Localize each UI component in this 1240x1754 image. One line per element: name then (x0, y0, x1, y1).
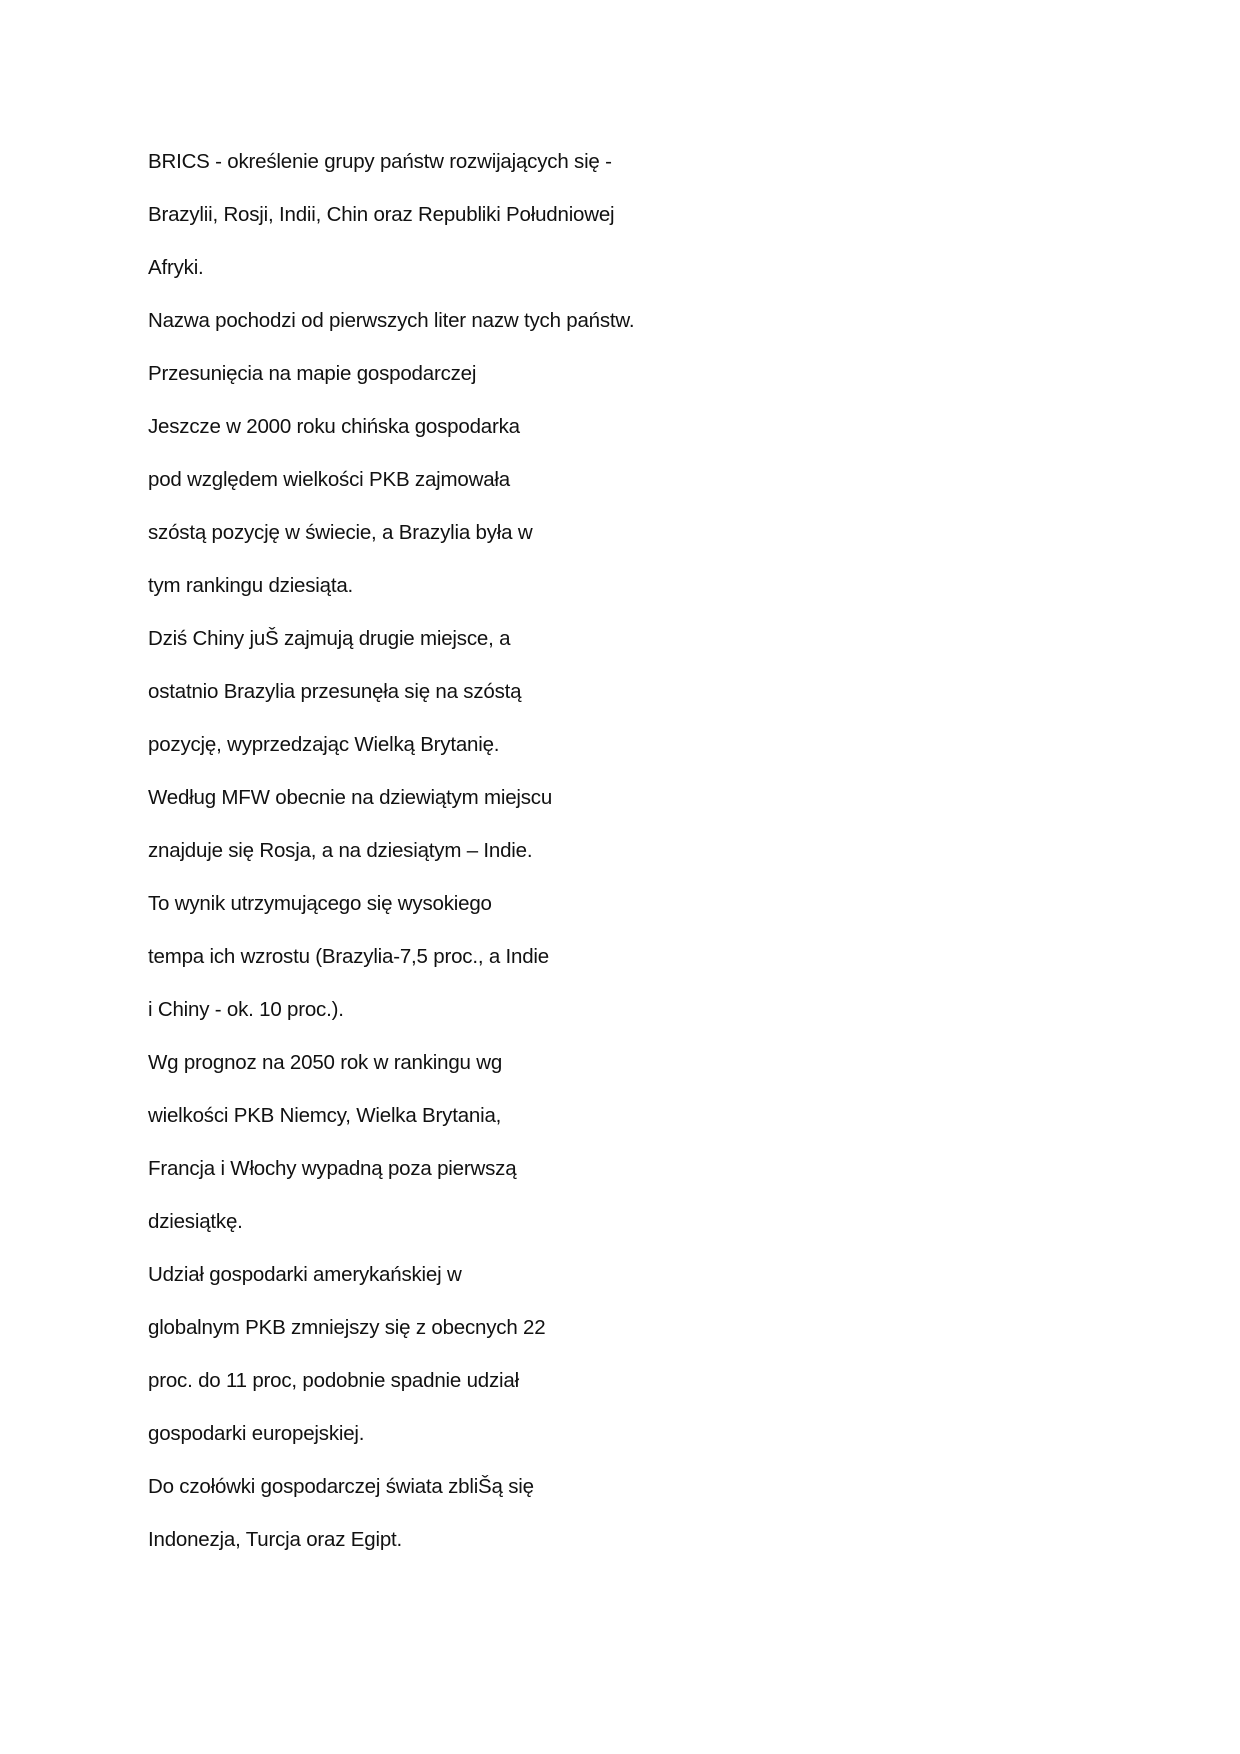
text-line: Brazylii, Rosji, Indii, Chin oraz Republiki Południowej (148, 203, 615, 226)
text-line: proc. do 11 proc, podobnie spadnie udział (148, 1369, 519, 1392)
text-line: Według MFW obecnie na dziewiątym miejscu (148, 786, 553, 809)
text-line: Dziś Chiny juŠ zajmują drugie miejsce, a (148, 627, 511, 650)
document-body (148, 138, 1148, 1569)
text-line: pod względem wielkości PKB zajmowała (148, 468, 510, 491)
text-line: Afryki. (148, 256, 204, 279)
text-line: dziesiątkę. (148, 1210, 243, 1233)
text-line: To wynik utrzymującego się wysokiego (148, 892, 492, 915)
text-line: znajduje się Rosja, a na dziesiątym – Indie. (148, 839, 533, 862)
text-line: Francja i Włochy wypadną poza pierwszą (148, 1157, 517, 1180)
text-line: Do czołówki gospodarczej świata zbliŠą się (148, 1475, 534, 1498)
text-line: Jeszcze w 2000 roku chińska gospodarka (148, 415, 520, 438)
text-line: Udział gospodarki amerykańskiej w (148, 1263, 462, 1286)
text-line: szóstą pozycję w świecie, a Brazylia była w (148, 521, 533, 544)
text-line: Nazwa pochodzi od pierwszych liter nazw tych państw. (148, 309, 635, 332)
text-line: BRICS - określenie grupy państw rozwijających się - (148, 150, 612, 173)
text-line: gospodarki europejskiej. (148, 1422, 365, 1445)
text-line: wielkości PKB Niemcy, Wielka Brytania, (148, 1104, 502, 1127)
text-line: tym rankingu dziesiąta. (148, 574, 354, 597)
text-line: tempa ich wzrostu (Brazylia-7,5 proc., a Indie (148, 945, 549, 968)
text-line: globalnym PKB zmniejszy się z obecnych 22 (148, 1316, 546, 1339)
text-line: i Chiny - ok. 10 proc.). (148, 998, 344, 1021)
text-line: Wg prognoz na 2050 rok w rankingu wg (148, 1051, 503, 1074)
text-line: ostatnio Brazylia przesunęła się na szóstą (148, 680, 522, 703)
text-line: Indonezja, Turcja oraz Egipt. (148, 1528, 403, 1551)
text-line: Przesunięcia na mapie gospodarczej (148, 362, 477, 385)
text-line: pozycję, wyprzedzając Wielką Brytanię. (148, 733, 500, 756)
